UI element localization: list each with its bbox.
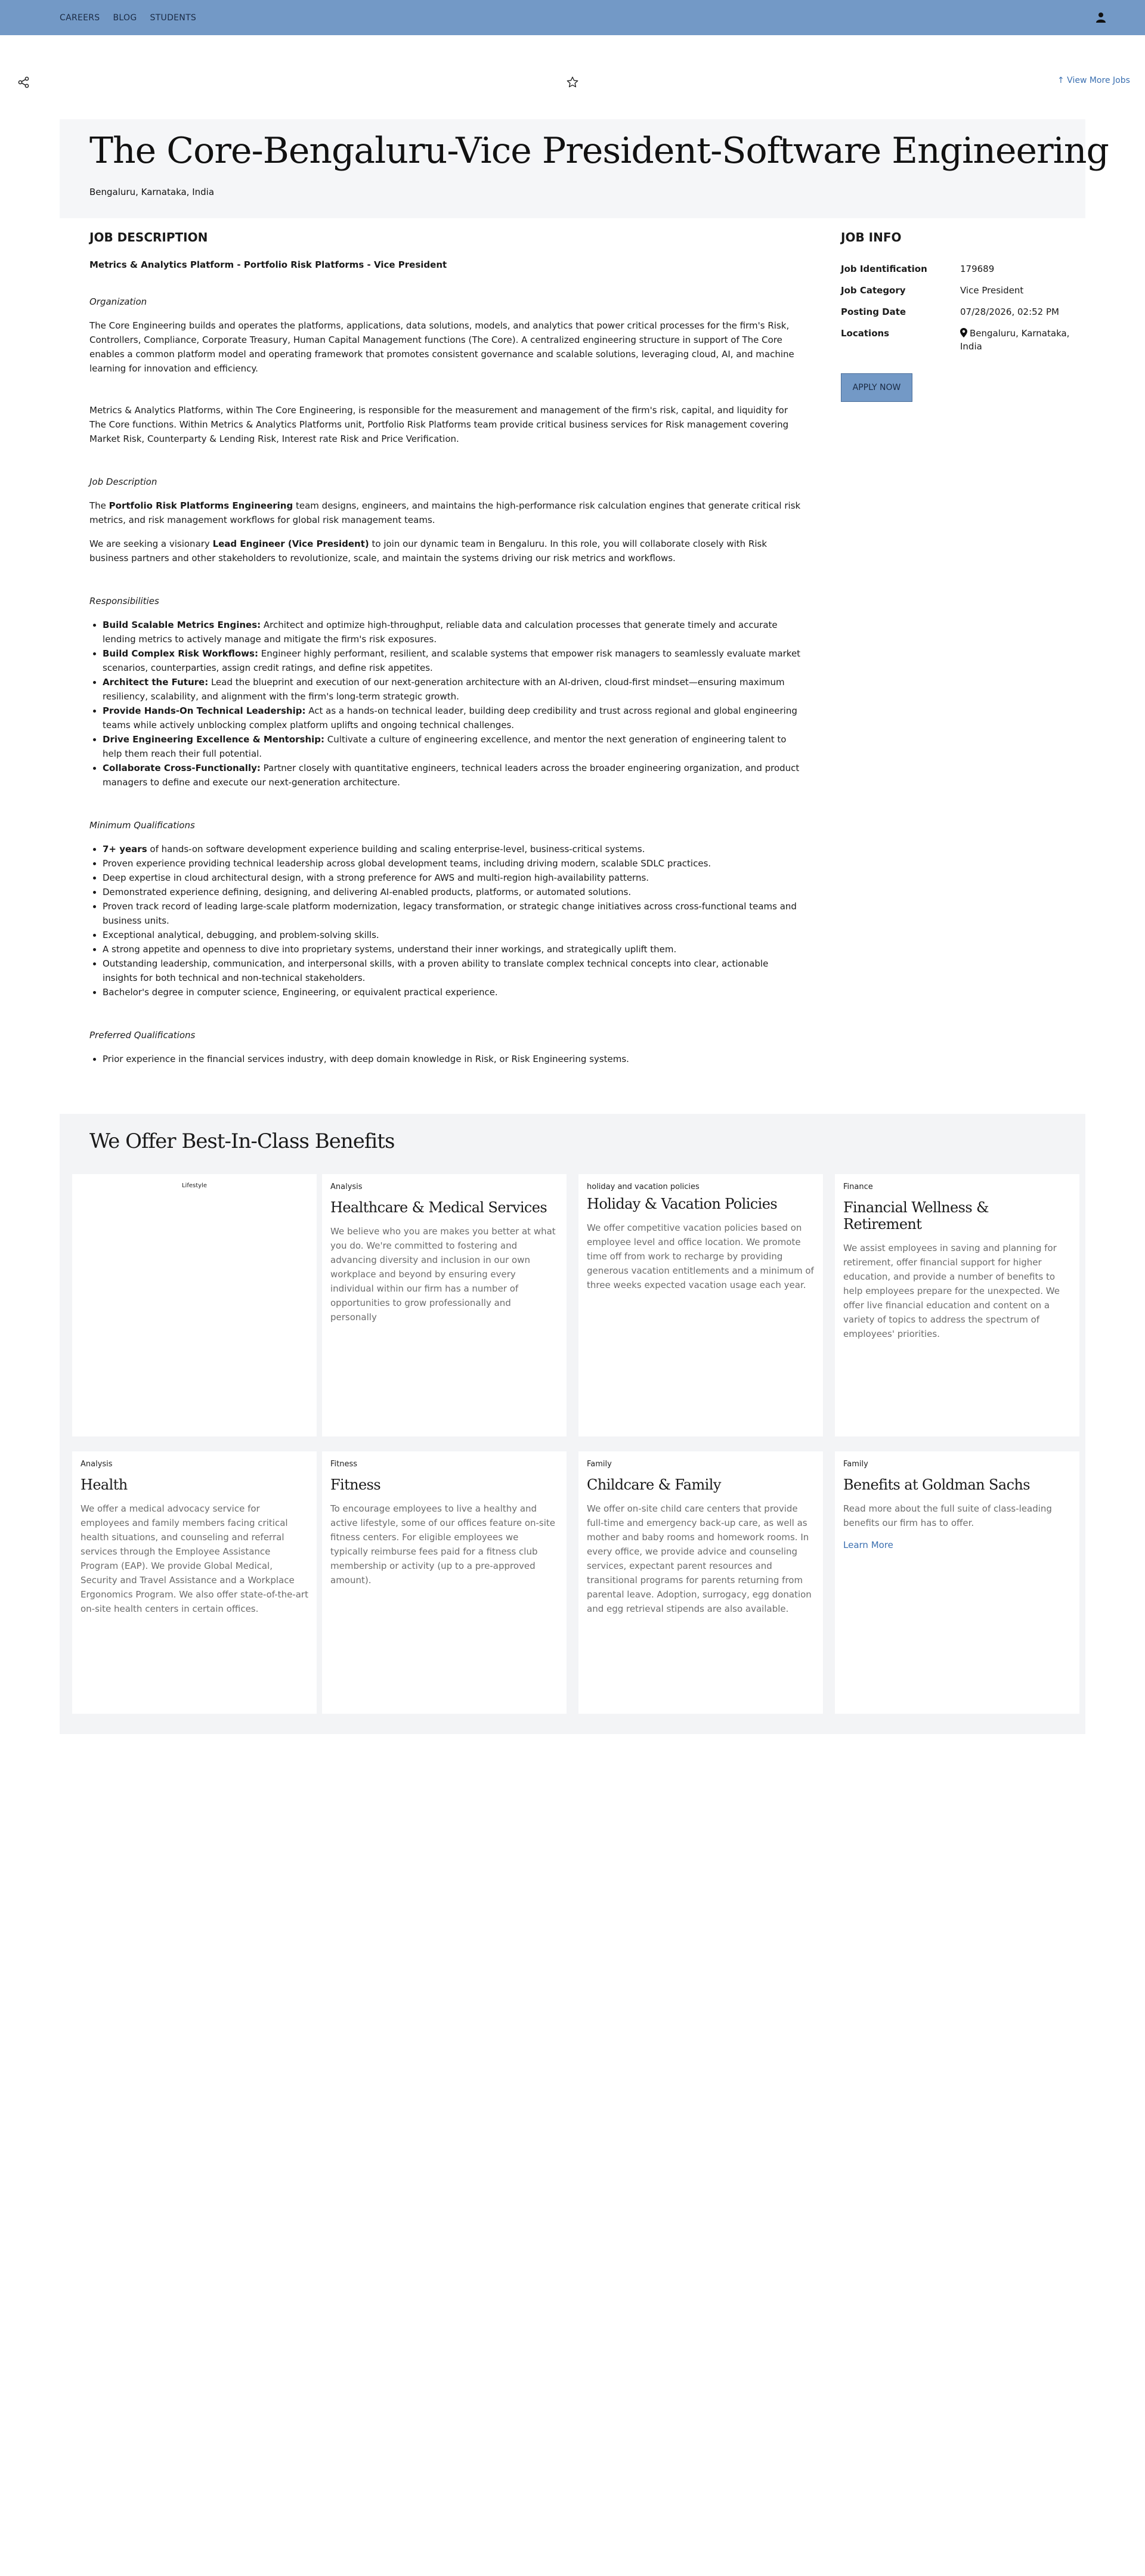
preferred-qualifications-list bbox=[103, 1052, 805, 1066]
holiday-image: holiday and vacation policies bbox=[587, 1182, 700, 1191]
list-item: • Proven experience providing technical leadership across global development teams, including driving modern, scalable SDLC practices. bbox=[103, 856, 805, 871]
star-icon[interactable] bbox=[566, 76, 579, 89]
list-item: • Exceptional analytical, debugging, and problem-solving skills. bbox=[103, 928, 805, 942]
benefit-title: Financial Wellness & Retirement bbox=[843, 1199, 989, 1233]
family-image: Family bbox=[587, 1460, 612, 1469]
analysis-image: Analysis bbox=[81, 1460, 113, 1469]
nav-links bbox=[60, 13, 196, 23]
benefits-heading: We Offer Best-In-Class Benefits bbox=[89, 1129, 395, 1153]
job-info bbox=[841, 230, 1091, 402]
job-subtitle: Metrics & Analytics Platform - Portfolio Risk Platforms - Vice President bbox=[89, 259, 447, 270]
list-item: • Provide Hands-On Technical Leadership: Act as a hands-on technical leader, building deep credibility and trust across regional and global engineering teams while actively unblocking complex platform uplifts and ongoing technical challenges. bbox=[103, 704, 805, 732]
benefit-title: Childcare & Family bbox=[587, 1476, 721, 1493]
list-item: • Demonstrated experience defining, designing, and delivering AI-enabled products, platforms, or automated solutions. bbox=[103, 885, 805, 899]
organization-paragraph-2: Metrics & Analytics Platforms, within The Core Engineering, is responsible for the measurement and management of the firm's risk, capital, and liquidity for The Core functions. Within Metrics & Analytics Platforms unit, Portfolio Risk Platforms team provide critical business services for Risk management covering Market Risk, Counterparty & Lending Risk, Interest rate Risk and Price Verification. bbox=[89, 405, 789, 444]
family-image: Family bbox=[843, 1460, 868, 1469]
learn-more-link[interactable]: Learn More bbox=[843, 1540, 893, 1550]
job-location: Bengaluru, Karnataka, India bbox=[89, 187, 215, 197]
benefit-title: Health bbox=[81, 1476, 128, 1493]
info-row-id: Job Identification 179689 bbox=[841, 264, 995, 274]
view-more-jobs-link[interactable]: ↑ View More Jobs bbox=[1057, 76, 1130, 85]
benefit-title: Fitness bbox=[330, 1476, 381, 1493]
responsibilities-list bbox=[103, 618, 805, 789]
benefit-text: We offer on-site child care centers that provide full-time and emergency back-up care, as well as mother and baby rooms and homework rooms. In every office, we provide advice and counseling services, expectant parent resources and transitional programs for parents returning from parental leave. Adoption, surrogacy, egg donation and egg retrieval stipends are also available. bbox=[587, 1503, 812, 1614]
list-item: • Proven track record of leading large-scale platform modernization, legacy transformation, or strategic change initiatives across cross-functional teams and business units. bbox=[103, 899, 805, 928]
benefit-text: We assist employees in saving and planning for retirement, offer financial support for higher education, and provide a number of benefits to help employees prepare for the unexpected. We offer live financial education and content on a variety of topics to address the spectrum of employees' priorities. bbox=[843, 1243, 1060, 1339]
min-qualifications-heading: Minimum Qualifications bbox=[89, 820, 195, 831]
location-pin-icon bbox=[960, 328, 967, 338]
benefit-text: We offer competitive vacation policies based on employee level and office location. We promote time off from work to recharge by providing generous vacation entitlements and a minimum of three weeks expected vacation usage each year. bbox=[587, 1222, 814, 1290]
benefit-text: We believe who you are makes you better at what you do. We're committed to fostering and advancing diversity and inclusion in our own workplace and beyond by ensuring every individual within our firm has a number of opportunities to grow professionally and personally bbox=[330, 1226, 556, 1323]
info-row-posting-date: Posting Date 07/28/2026, 02:52 PM bbox=[841, 306, 1059, 317]
benefit-card-lifestyle bbox=[72, 1174, 317, 1436]
apply-now-button[interactable]: APPLY NOW bbox=[841, 373, 912, 402]
responsibilities-heading: Responsibilities bbox=[89, 596, 159, 606]
benefit-card-healthcare bbox=[322, 1174, 567, 1436]
benefit-text: We offer a medical advocacy service for employees and family members facing critical health situations, and counseling and referral services through the Employee Assistance Program (EAP). We provide Global Medical, Security and Travel Assistance and a Workplace Ergonomics Program. We also offer state-of-the-art on-site health centers in certain offices. bbox=[81, 1503, 308, 1614]
list-item: • Drive Engineering Excellence & Mentorship: Cultivate a culture of engineering excellence, and mentor the next generation of engineering talent to help them reach their full potential. bbox=[103, 732, 805, 761]
benefit-text: To encourage employees to live a healthy and active lifestyle, some of our offices feature on-site fitness centers. For eligible employees we typically reimburse fees paid for a fitness club membership or activity (up to a pre-approved amount). bbox=[330, 1503, 556, 1586]
min-qualifications-list bbox=[103, 842, 805, 999]
benefit-card-childcare bbox=[578, 1451, 823, 1714]
organization-heading: Organization bbox=[89, 296, 147, 307]
benefits-section bbox=[60, 1114, 1085, 1734]
benefit-card-health bbox=[72, 1451, 317, 1714]
job-description bbox=[89, 230, 805, 1077]
list-item: • Collaborate Cross-Functionally: Partner closely with quantitative engineers, technical leaders across the broader engineering organization, and product managers to define and execute our next-generation architecture. bbox=[103, 761, 805, 789]
job-description-subheading: Job Description bbox=[89, 476, 157, 487]
list-item: • 7+ years of hands-on software development experience building and scaling enterprise-level, business-critical systems. bbox=[103, 842, 805, 856]
benefit-text: Read more about the full suite of class-leading benefits our firm has to offer. bbox=[843, 1503, 1052, 1528]
job-header bbox=[60, 119, 1109, 218]
jd-paragraph-2: We are seeking a visionary Lead Engineer (Vice President) to join our dynamic team in Bengaluru. In this role, you will collaborate closely with Risk business partners and other stakeholders to revolutionize, scale, and maintain the systems driving our risk metrics and workflows. bbox=[89, 538, 768, 564]
organization-paragraph-1: The Core Engineering builds and operates the platforms, applications, data solutions, models, and analytics that power critical processes for the firm's Risk, Controllers, Compliance, Corporate Treasury, Human Capital Management functions (The Core). A centralized engineering structure in support of The Core enables a common platform model and operating framework that promotes consistent governance and scalable solutions, leveraging cloud, AI, and machine learning for innovation and efficiency. bbox=[89, 320, 794, 374]
lifestyle-image: Lifestyle bbox=[181, 1182, 207, 1189]
list-item: • A strong appetite and openness to dive into proprietary systems, understand their inner workings, and strategically uplift them. bbox=[103, 942, 805, 956]
list-item: • Build Complex Risk Workflows: Engineer highly performant, resilient, and scalable systems that empower risk managers to seamlessly evaluate market scenarios, counterparties, assign credit ratings, and define risk appetites. bbox=[103, 646, 805, 675]
job-info-heading: JOB INFO bbox=[841, 230, 902, 244]
benefit-card-goldman bbox=[835, 1451, 1079, 1714]
list-item: • Architect the Future: Lead the blueprint and execution of our next-generation architecture with an AI-driven, cloud-first mindset—ensuring maximum resiliency, scalability, and alignment with the firm's long-term strategic growth. bbox=[103, 675, 805, 704]
job-description-heading: JOB DESCRIPTION bbox=[89, 230, 208, 244]
benefit-card-fitness bbox=[322, 1451, 567, 1714]
analysis-image: Analysis bbox=[330, 1182, 363, 1191]
list-item: • Outstanding leadership, communication, and interpersonal skills, with a proven ability to translate complex technical concepts into clear, actionable insights for both technical and non-technical stakeholders. bbox=[103, 956, 805, 985]
jd-paragraph-1: The Portfolio Risk Platforms Engineering team designs, engineers, and maintains the high-performance risk calculation engines that generate critical risk metrics, and risk management workflows for global risk management teams. bbox=[89, 500, 801, 525]
page-title: The Core-Bengaluru-Vice President-Software Engineering bbox=[89, 130, 1109, 172]
info-row-category: Job Category Vice President bbox=[841, 285, 1024, 296]
top-nav bbox=[0, 0, 1145, 35]
share-icon[interactable] bbox=[18, 76, 30, 88]
list-item: • Deep expertise in cloud architectural design, with a strong preference for AWS and multi-region high-availability patterns. bbox=[103, 871, 805, 885]
benefit-title: Holiday & Vacation Policies bbox=[587, 1196, 778, 1212]
nav-students[interactable]: STUDENTS bbox=[150, 13, 197, 23]
nav-careers[interactable]: CAREERS bbox=[60, 13, 100, 23]
fitness-image: Fitness bbox=[330, 1460, 358, 1469]
nav-blog[interactable]: BLOG bbox=[113, 13, 137, 23]
finance-image: Finance bbox=[843, 1182, 873, 1191]
user-icon[interactable] bbox=[1096, 12, 1106, 23]
list-item: • Build Scalable Metrics Engines: Architect and optimize high-throughput, reliable data and calculation processes that generate timely and accurate lending metrics to actively manage and mitigate the firm's risk exposures. bbox=[103, 618, 805, 646]
benefit-title: Healthcare & Medical Services bbox=[330, 1199, 547, 1216]
benefit-title: Benefits at Goldman Sachs bbox=[843, 1476, 1030, 1493]
benefit-card-financial bbox=[835, 1174, 1079, 1436]
info-row-locations: Locations Bengaluru, Karnataka, India bbox=[841, 328, 1070, 352]
benefit-card-holiday bbox=[578, 1174, 823, 1436]
list-item: • Prior experience in the financial services industry, with deep domain knowledge in Risk, or Risk Engineering systems. bbox=[103, 1052, 805, 1066]
preferred-qualifications-heading: Preferred Qualifications bbox=[89, 1030, 196, 1041]
list-item: • Bachelor's degree in computer science, Engineering, or equivalent practical experience. bbox=[103, 985, 805, 999]
